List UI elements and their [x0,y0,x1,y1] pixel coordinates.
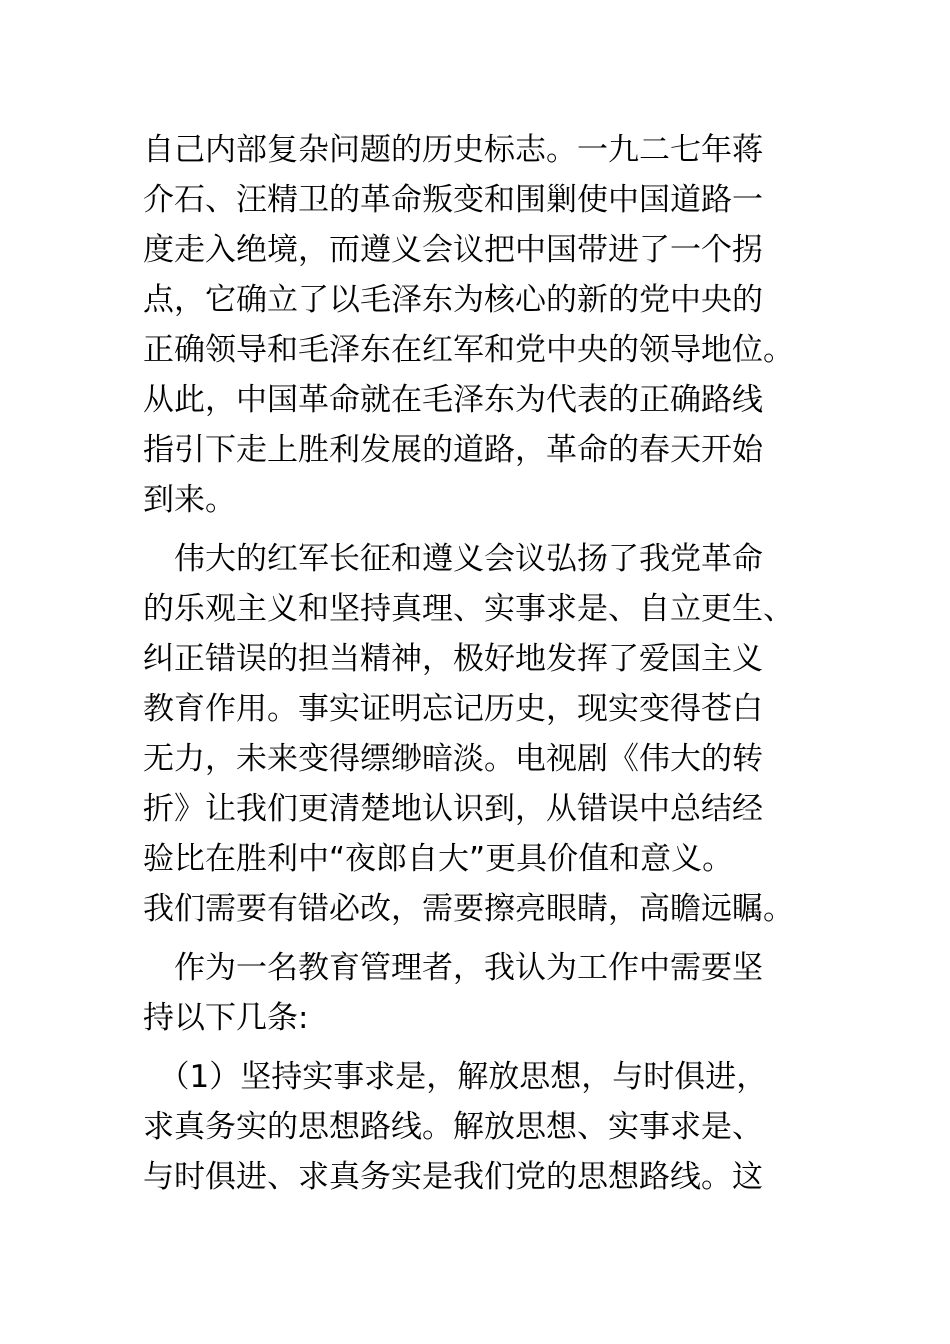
text-line: 的乐观主义和坚持真理、实事求是、自立更生、 [143,591,794,627]
text-line: 作为一名教育管理者，我认为工作中需要坚 [143,950,763,986]
text-line: 求真务实的思想路线。解放思想、实事求是、 [143,1109,763,1145]
text-line: 伟大的红军长征和遵义会议弘扬了我党革命 [143,541,763,577]
text-line: 纠正错误的担当精神，极好地发挥了爱国主义 [143,641,763,677]
text-line: 正确领导和毛泽东在红军和党中央的领导地位。 [143,332,794,368]
text-line: 点，它确立了以毛泽东为核心的新的党中央的 [143,282,763,318]
text-line: 验比在胜利中“夜郎自大”更具价值和意义。 [143,841,734,877]
text-line: 到来。 [143,482,236,518]
paragraph-4 [143,1052,793,1202]
paragraph-3 [143,943,793,1043]
text-line: 教育作用。事实证明忘记历史，现实变得苍白 [143,691,763,727]
text-line: 我们需要有错必改，需要擦亮眼睛，高瞻远瞩。 [143,891,794,927]
text-line: 持以下几条: [143,1000,309,1036]
text-line: 自己内部复杂问题的历史标志。一九二七年蒋 [143,132,763,168]
text-line: 指引下走上胜利发展的道路，革命的春天开始 [143,432,763,468]
document-body [143,125,793,1202]
paragraph-2 [143,534,793,934]
paragraph-1 [143,125,793,525]
text-line: （1）坚持实事求是，解放思想，与时俱进， [143,1059,768,1095]
text-line: 介石、汪精卫的革命叛变和围剿使中国道路一 [143,182,763,218]
text-line: 从此，中国革命就在毛泽东为代表的正确路线 [143,382,763,418]
text-line: 无力，未来变得缥缈暗淡。电视剧《伟大的转 [143,741,763,777]
text-line: 折》让我们更清楚地认识到，从错误中总结经 [143,791,763,827]
text-line: 度走入绝境，而遵义会议把中国带进了一个拐 [143,232,763,268]
text-line: 与时俱进、求真务实是我们党的思想路线。这 [143,1159,763,1195]
